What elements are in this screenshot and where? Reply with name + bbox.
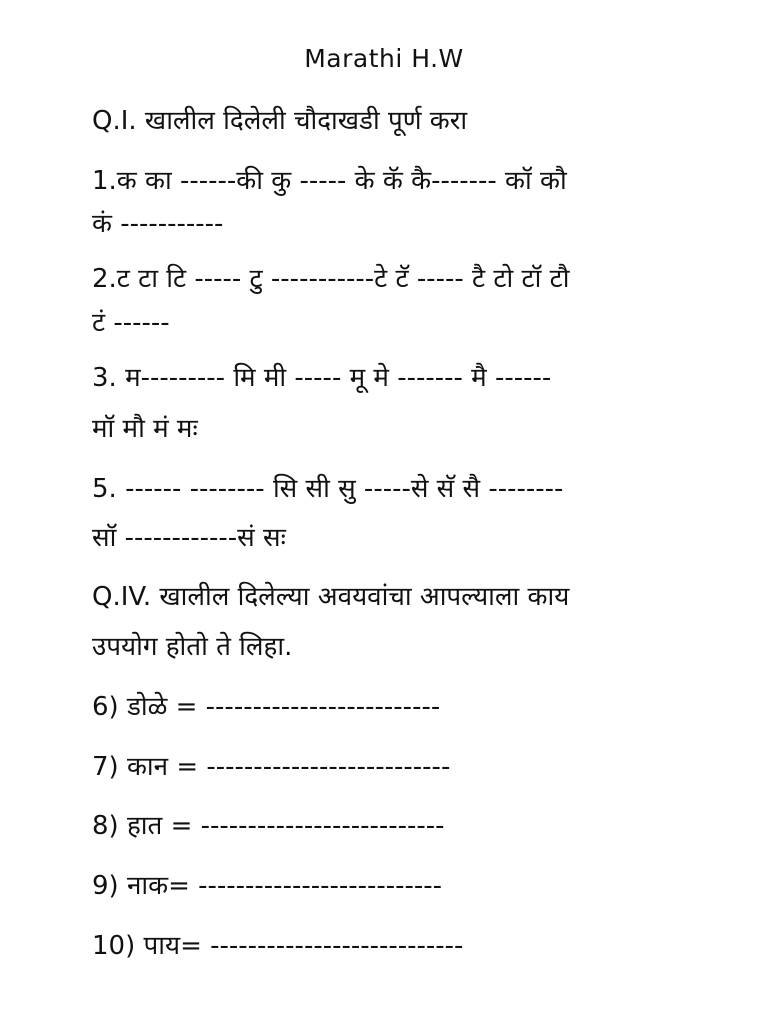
q1-item-3-line-2: मॉ मौ मं मः <box>92 414 198 444</box>
question-4-heading-line-1: Q.IV. खालील दिलेल्या अवयवांचा आपल्याला काय <box>92 582 570 612</box>
q1-item-1-line-2: कं ----------- <box>92 209 224 239</box>
q1-item-3-line-1: 3. म--------- मि मी ----- मू मे ------- मै ------ <box>92 363 552 393</box>
q4-item-legs: 10) पाय= --------------------------- <box>92 931 464 961</box>
q1-item-2-line-2: टं ------ <box>92 308 170 338</box>
q4-item-ears: 7) कान = -------------------------- <box>92 752 451 782</box>
page-title: Marathi H.W <box>304 44 464 73</box>
q4-item-eyes: 6) डोळे = ------------------------- <box>92 692 441 722</box>
q1-item-1-line-1: 1.क का ------की कु ----- के कॅ कै------- कॉ कौ <box>92 166 567 196</box>
question-1-heading: Q.I. खालील दिलेली चौदाखडी पूर्ण करा <box>92 106 468 136</box>
q4-item-hands: 8) हात = -------------------------- <box>92 811 445 841</box>
question-4-heading-line-2: उपयोग होतो ते लिहा. <box>92 632 293 662</box>
q4-item-nose: 9) नाक= -------------------------- <box>92 871 443 901</box>
q1-item-5-line-1: 5. ------ -------- सि सी सु -----से सॅ सै -------- <box>92 474 564 504</box>
q1-item-5-line-2: सॉ ------------सं सः <box>92 523 286 553</box>
q1-item-2-line-1: 2.ट टा टि ----- टु -----------टे टॅ ----- टै टो टॉ टौ <box>92 264 570 294</box>
